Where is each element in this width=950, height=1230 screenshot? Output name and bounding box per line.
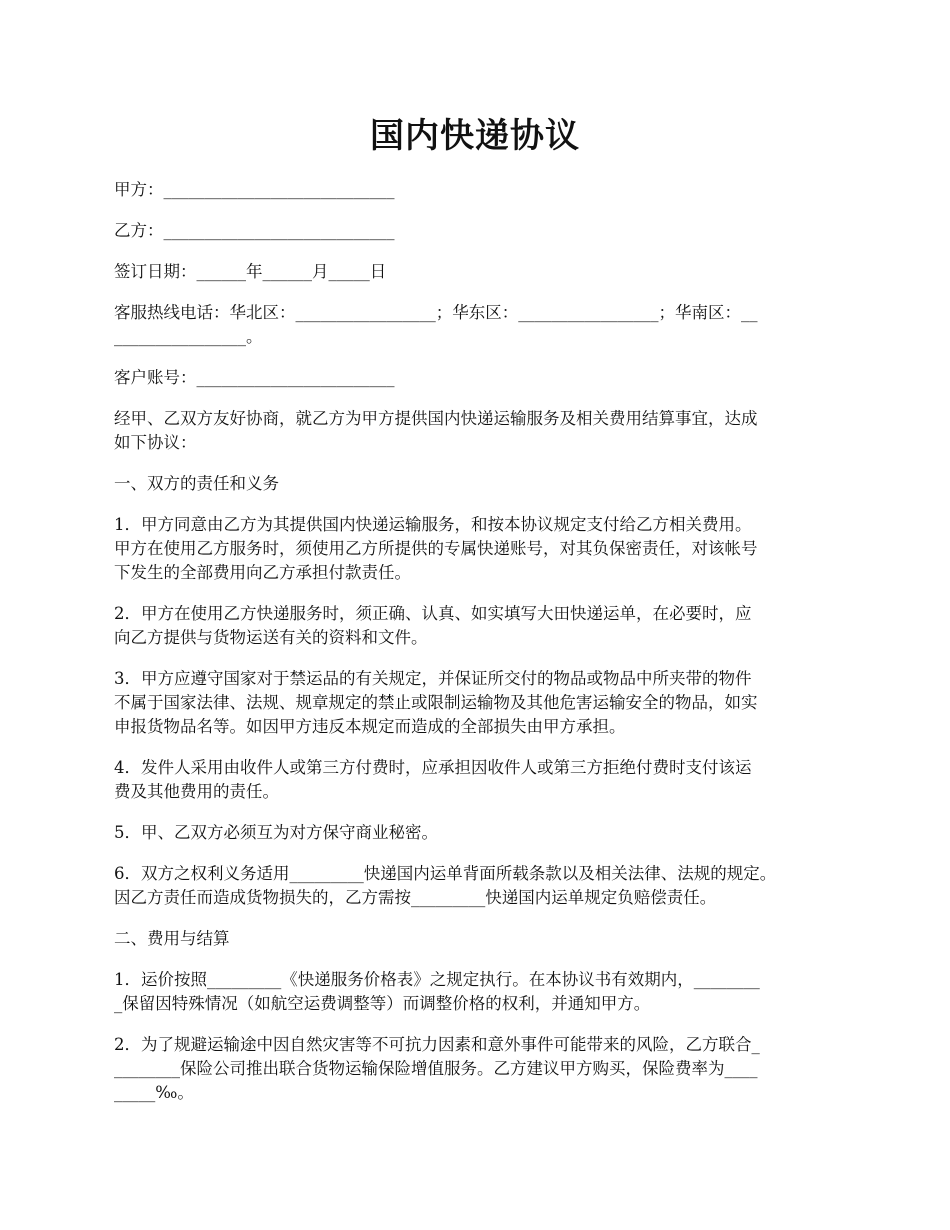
- section-1-item-4: [114, 756, 840, 804]
- intro-line-1: 经甲、乙双方友好协商，就乙方为甲方提供国内快递运输服务及相关费用结算事宜，达成: [114, 409, 758, 428]
- party-a-text: 甲方：____________________________: [114, 180, 395, 199]
- section-1-heading: [114, 472, 840, 496]
- section-2-heading: [114, 927, 840, 951]
- document-body: [114, 178, 840, 1122]
- hotline-field: [114, 301, 840, 349]
- clause-line: 6．双方之权利义务适用_________快递国内运单背面所载条款以及相关法律、法规的规定。: [114, 864, 777, 883]
- section-1-item-2: [114, 602, 840, 650]
- section-2-item-2: [114, 1033, 840, 1105]
- party-b-text: 乙方：____________________________: [114, 221, 395, 240]
- hotline-line-2: ________________。: [114, 327, 263, 346]
- sign-date-field: [114, 260, 840, 284]
- clause-line: 4．发件人采用由收件人或第三方付费时，应承担因收件人或第三方拒绝付费时支付该运: [114, 758, 752, 777]
- section-1-heading-text: 一、双方的责任和义务: [114, 474, 279, 493]
- clause-line: 甲方在使用乙方服务时，须使用乙方所提供的专属快递账号，对其负保密责任，对该帐号: [114, 539, 758, 558]
- clause-line: 5．甲、乙双方必须互为对方保守商业秘密。: [114, 823, 438, 842]
- clause-line: _保留因特殊情况（如航空运费调整等）而调整价格的权利，并通知甲方。: [114, 994, 651, 1013]
- intro-line-2: 如下协议：: [114, 433, 197, 452]
- clause-line: 因乙方责任而造成货物损失的，乙方需按_________快递国内运单规定负赔偿责任。: [114, 888, 717, 907]
- clause-line: 1．运价按照_________《快递服务价格表》之规定执行。在本协议书有效期内，________: [114, 970, 760, 989]
- section-1-item-6: [114, 862, 840, 910]
- clause-line: 2．甲方在使用乙方快递服务时，须正确、认真、如实填写大田快递运单，在必要时，应: [114, 604, 752, 623]
- party-a-field: [114, 178, 840, 202]
- section-1-item-3: [114, 667, 840, 739]
- party-b-field: [114, 219, 840, 243]
- section-2-item-1: [114, 968, 840, 1016]
- intro-paragraph: [114, 407, 840, 455]
- section-1-item-5: [114, 821, 840, 845]
- clause-line: 下发生的全部费用向乙方承担付款责任。: [114, 563, 411, 582]
- document-title: 国内快递协议: [370, 116, 580, 156]
- account-text: 客户账号：________________________: [114, 368, 395, 387]
- clause-line: 申报货物品名等。如因甲方违反本规定而造成的全部损失由甲方承担。: [114, 717, 626, 736]
- clause-line: 2．为了规避运输途中因自然灾害等不可抗力因素和意外事件可能带来的风险，乙方联合_: [114, 1035, 760, 1054]
- clause-line: 费及其他费用的责任。: [114, 782, 279, 801]
- clause-line: 不属于国家法律、法规、规章规定的禁止或限制运输物及其他危害运输安全的物品，如实: [114, 693, 758, 712]
- clause-line: ________保险公司推出联合货物运输保险增值服务。乙方建议甲方购买，保险费率为____: [114, 1059, 758, 1078]
- clause-line: _____‰。: [114, 1083, 194, 1102]
- account-field: [114, 366, 840, 390]
- sign-date-text: 签订日期：______年______月_____日: [114, 262, 387, 281]
- clause-line: 1．甲方同意由乙方为其提供国内快递运输服务，和按本协议规定支付给乙方相关费用。: [114, 515, 752, 534]
- section-1-item-1: [114, 513, 840, 585]
- hotline-line-1: 客服热线电话：华北区：_________________；华东区：_________________；华南区：__: [114, 303, 758, 322]
- clause-line: 3．甲方应遵守国家对于禁运品的有关规定，并保证所交付的物品或物品中所夹带的物件: [114, 669, 752, 688]
- section-2-heading-text: 二、费用与结算: [114, 929, 230, 948]
- clause-line: 向乙方提供与货物运送有关的资料和文件。: [114, 628, 428, 647]
